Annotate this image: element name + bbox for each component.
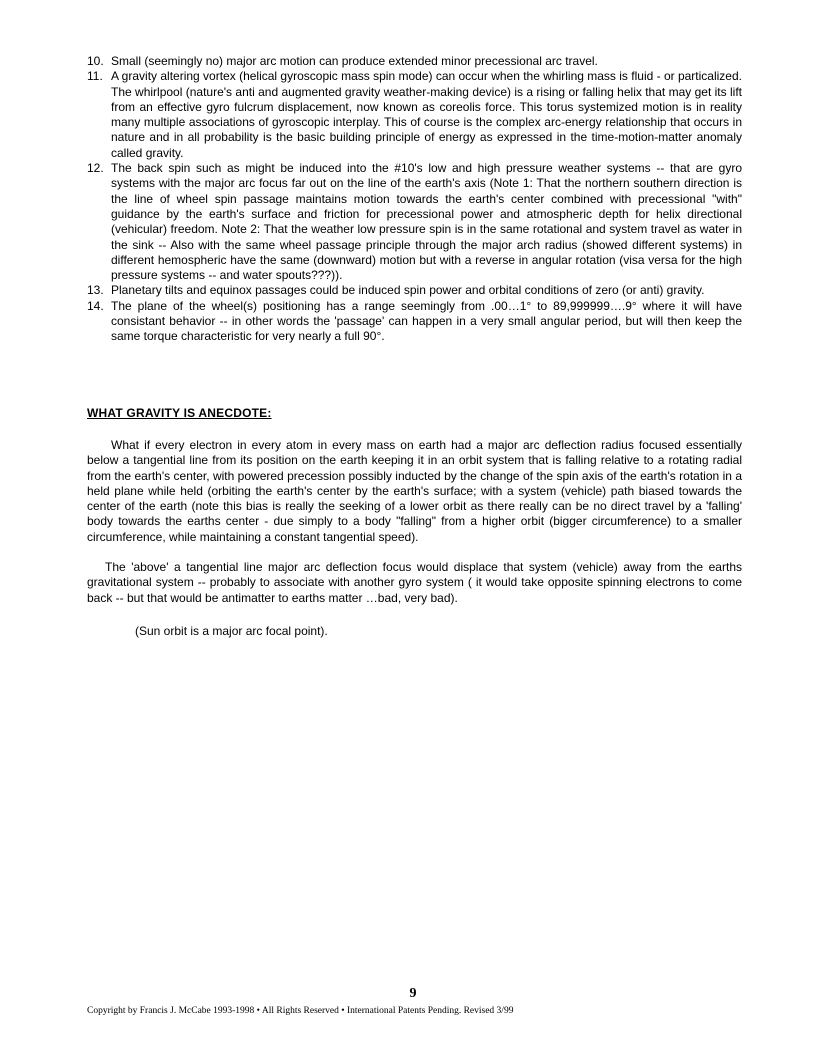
list-item: [87, 299, 742, 345]
list-item-text: The back spin such as might be induced into the #10's low and high pressure weather systems -- that are gyro systems with the major arc focus far out on the line of the earth's axis (Note 1: That the northern southern direction is the line of wheel spin passage maintains motion towards the earth's center combined with precessional "with" guidance by the earth's surface and friction for precessional power and atmospheric depth for helix directional (vehicular) freedom. Note 2: That the weather low pressure spin is in the same rotational and system travel as water in the sink -- Also with the same wheel passage principle through the major arch radius (showed different systems) in different hemospheric have the same (downward) motion but with a reverse in angular rotation (visa versa for the high pressure systems -- and water spouts???)).: [111, 161, 742, 283]
section-heading: WHAT GRAVITY IS ANECDOTE:: [87, 406, 272, 420]
list-item-text: A gravity altering vortex (helical gyroscopic mass spin mode) can occur when the whirling mass is fluid - or particalized. The whirlpool (nature's anti and augmented gravity weather-making device) is a rising or falling helix that may get its lift from an effective gyro fulcrum displacement, now known as coreolis force. This torus systemized motion is in reality many multiple associations of gyroscopic interplay. This of course is the complex arc-energy relationship that occurs in nature and in all probability is the basic building principle of energy as expressed in the time-motion-matter anomaly called gravity.: [111, 69, 742, 160]
list-item-text: The plane of the wheel(s) positioning has a range seemingly from .00…1° to 89,999999….9° where it will have consistant behavior -- in other words the 'passage' can happen in a very small angular period, but will then keep the same torque characteristic for very nearly a full 90°.: [111, 298, 742, 344]
numbered-list: [87, 54, 742, 345]
page-number: 9: [409, 986, 417, 1001]
list-item-number: 12.: [87, 161, 104, 176]
copyright-footer: Copyright by Francis J. McCabe 1993-1998 • All Rights Reserved • International Patents Pending. Revised 3/99: [87, 1006, 514, 1016]
list-item: [87, 69, 742, 161]
list-item-number: 10.: [87, 54, 104, 68]
body-paragraph: (Sun orbit is a major arc focal point).: [135, 624, 328, 638]
list-item-number: 11.: [87, 69, 103, 84]
list-item-text: Small (seemingly no) major arc motion can produce extended minor precessional arc travel.: [111, 54, 598, 68]
list-item: [87, 283, 742, 298]
list-item-text: Planetary tilts and equinox passages could be induced spin power and orbital conditions of zero (or anti) gravity.: [111, 283, 705, 298]
body-paragraph: What if every electron in every atom in every mass on earth had a major arc deflection radius focused essentially below a tangential line from its position on the earth keeping it in an orbit system that is falling relative to a rotating radial from the earth's center, with powered precession possibly inducted by the change of the spin axis of the earth's rotation in a held plane while held (orbiting the earth's center by the earth's surface; with a system (vehicle) path biased towards the center of the earth (note this bias is really the seeking of a lower orbit as there really can be no direct travel by a 'falling' body towards the earths center - due simply to a body "falling" from a higher orbit (bigger circumference) to a smaller circumference, while maintaining a constant tangential speed).: [87, 438, 742, 544]
list-item-number: 14.: [87, 298, 104, 313]
list-item: [87, 54, 742, 69]
list-item-number: 13.: [87, 283, 104, 298]
list-item: [87, 161, 742, 283]
body-paragraph: The 'above' a tangential line major arc deflection focus would displace that system (vehicle) away from the earths gravitational system -- probably to associate with another gyro system ( it would take opposite spinning electrons to come back -- but that would be antimatter to earths matter …bad, very bad).: [87, 560, 742, 605]
